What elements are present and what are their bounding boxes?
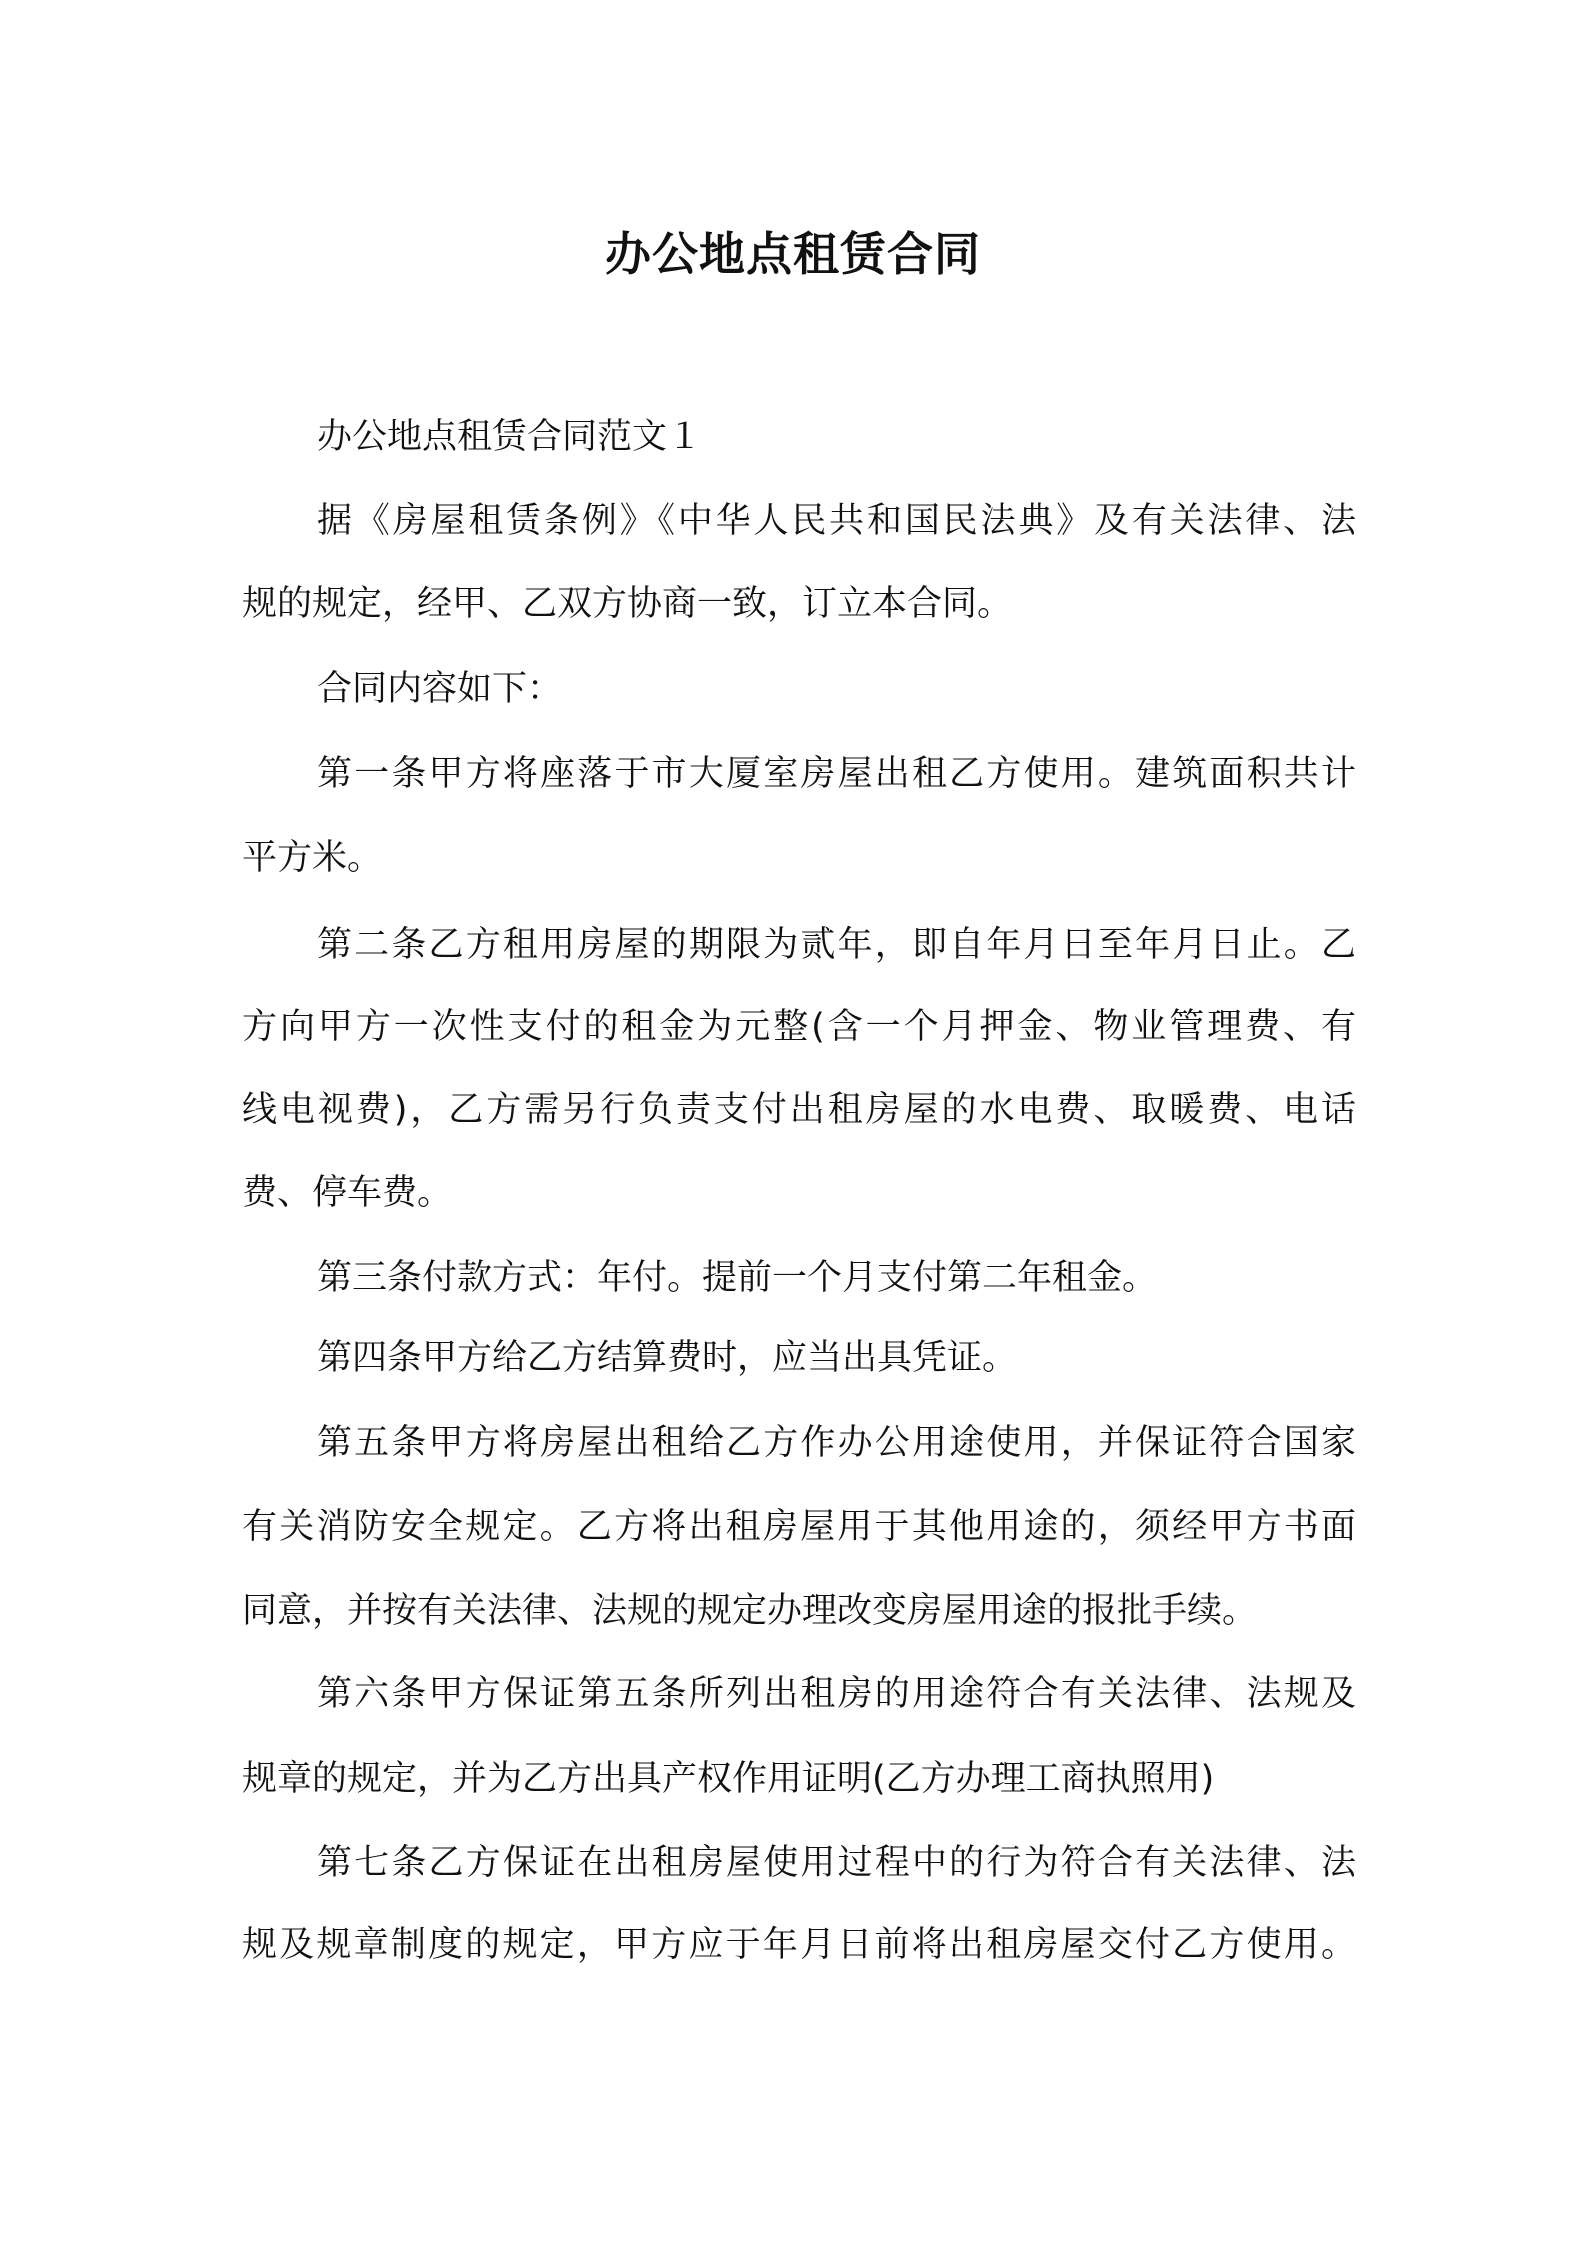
paragraph-line: 第六条甲方保证第五条所列出租房的用途符合有关法律、法规及 <box>317 1674 1356 1714</box>
paragraph-line: 同意，并按有关法律、法规的规定办理改变房屋用途的报批手续。 <box>242 1591 1258 1631</box>
document-title: 办公地点租赁合同 <box>605 227 981 281</box>
paragraph-line: 合同内容如下： <box>317 669 563 709</box>
paragraph-line: 方向甲方一次性支付的租金为元整(含一个月押金、物业管理费、有 <box>242 1007 1356 1047</box>
paragraph-line: 规章的规定，并为乙方出具产权作用证明(乙方办理工商执照用) <box>242 1759 1215 1799</box>
paragraph-line: 线电视费)，乙方需另行负责支付出租房屋的水电费、取暖费、电话 <box>242 1090 1356 1130</box>
paragraph-line: 第二条乙方租用房屋的期限为贰年，即自年月日至年月日止。乙 <box>317 925 1356 965</box>
paragraph-line: 第三条付款方式：年付。提前一个月支付第二年租金。 <box>317 1258 1158 1298</box>
paragraph-line: 第七条乙方保证在出租房屋使用过程中的行为符合有关法律、法 <box>317 1843 1356 1883</box>
paragraph-line: 费、停车费。 <box>242 1173 453 1213</box>
paragraph-line: 有关消防安全规定。乙方将出租房屋用于其他用途的，须经甲方书面 <box>242 1507 1356 1547</box>
paragraph-line: 第四条甲方给乙方结算费时，应当出具凭证。 <box>317 1338 1018 1378</box>
paragraph-line: 规的规定，经甲、乙双方协商一致，订立本合同。 <box>242 584 1013 624</box>
paragraph-line: 平方米。 <box>242 838 383 878</box>
paragraph-line: 据《房屋租赁条例》《中华人民共和国民法典》及有关法律、法 <box>317 501 1356 541</box>
paragraph-line: 办公地点租赁合同范文１ <box>317 417 703 457</box>
paragraph-line: 第一条甲方将座落于市大厦室房屋出租乙方使用。建筑面积共计 <box>317 754 1356 794</box>
paragraph-line: 第五条甲方将房屋出租给乙方作办公用途使用，并保证符合国家 <box>317 1423 1356 1463</box>
paragraph-line: 规及规章制度的规定，甲方应于年月日前将出租房屋交付乙方使用。 <box>242 1925 1356 1965</box>
